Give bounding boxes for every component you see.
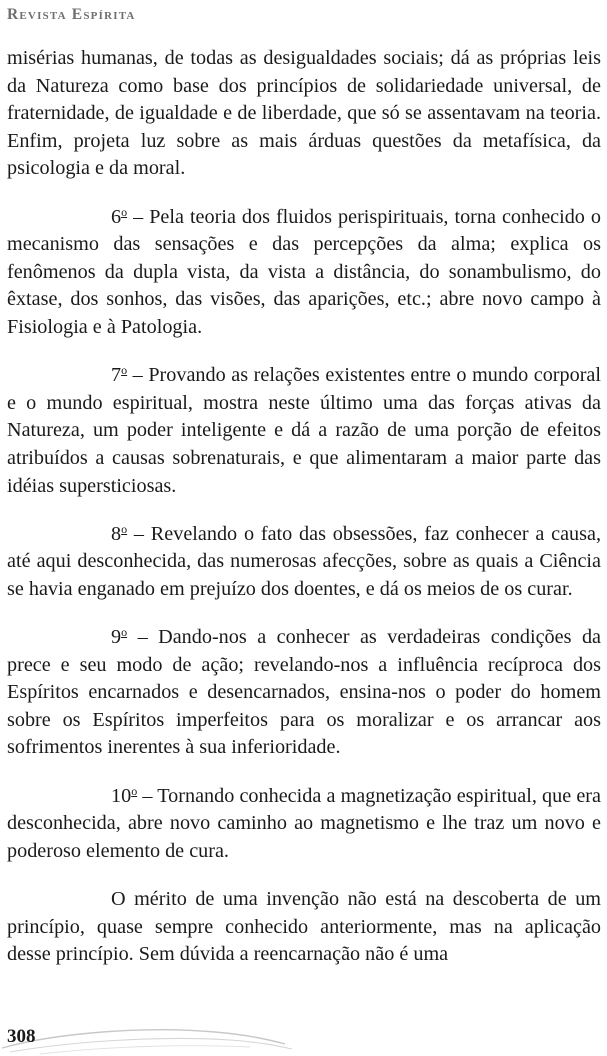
paragraph-item-10 [7,783,601,866]
ordinal-marker: o [121,521,128,536]
paragraph-item-8 [7,521,601,604]
paragraph-item-7 [7,362,601,500]
page-number: 308 [7,1026,36,1047]
paragraph-text: misérias humanas, de todas as desigualdades sociais; dá as próprias leis da Natureza como base dos princípios de solidariedade universal, de fraternidade, de igualdade e de liberdade, que só se assentavam na teoria. Enfim, projeta luz sobre as mais árduas questões da metafísica, da psicologia e da moral. [7,47,601,180]
ordinal-marker: o [121,363,128,378]
item-number: 10 [111,784,132,807]
ordinal-marker: o [131,783,138,798]
running-header: Revista Espírita [7,6,136,23]
page-body [7,45,601,969]
paragraph-text: O mérito de uma invenção não está na descoberta de um princípio, quase sempre conhecido anteriormente, mas na aplicação desse princípio. Sem dúvida a reencarnação não é uma [7,888,601,966]
paragraph-text: – Revelando o fato das obsessões, faz conhecer a causa, até aqui desconhecida, das numerosas afecções, sobre as quais a Ciência se havia enganado em prejuízo dos doentes, e dá os meios de os curar. [7,522,601,600]
paragraph-text: – Pela teoria dos fluidos perispirituais, torna conhecido o mecanismo das sensações e das percepções da alma; explica os fenômenos da dupla vista, da vista a distância, do sonambulismo, do êxtase, dos sonhos, das visões, das aparições, etc.; abre novo campo à Fisiologia e à Patologia. [7,205,601,338]
item-number: 7 [111,364,122,387]
item-number: 8 [111,522,122,545]
paragraph-text: – Provando as relações existentes entre o mundo corporal e o mundo espiritual, mostra neste último uma das forças ativas da Natureza, um poder inteligente e dá a razão de uma porção de efeitos atribuídos a causas sobrenaturais, e que alimentaram a maior parte das idéias supersticiosas. [7,364,601,497]
decorative-swoosh-icon [0,1018,300,1056]
paragraph-item-6 [7,204,601,342]
paragraph-item-9 [7,624,601,762]
ordinal-marker: o [121,204,128,219]
paragraph-continuation [7,45,601,183]
paragraph-merito [7,886,601,969]
item-number: 9 [111,626,122,649]
item-number: 6 [111,205,122,228]
paragraph-text: – Dando-nos a conhecer as verdadeiras condições da prece e seu modo de ação; revelando-nos a influência recíproca dos Espíritos encarnados e desencarnados, ensina-nos o poder do homem sobre os Espíritos imperfeitos para os moralizar e os arrancar aos sofrimentos inerentes à sua inferioridade. [7,626,601,759]
paragraph-text: – Tornando conhecida a magnetização espiritual, que era desconhecida, abre novo caminho ao magnetismo e lhe traz um novo e poderoso elemento de cura. [7,784,601,862]
ordinal-marker: o [121,625,128,640]
